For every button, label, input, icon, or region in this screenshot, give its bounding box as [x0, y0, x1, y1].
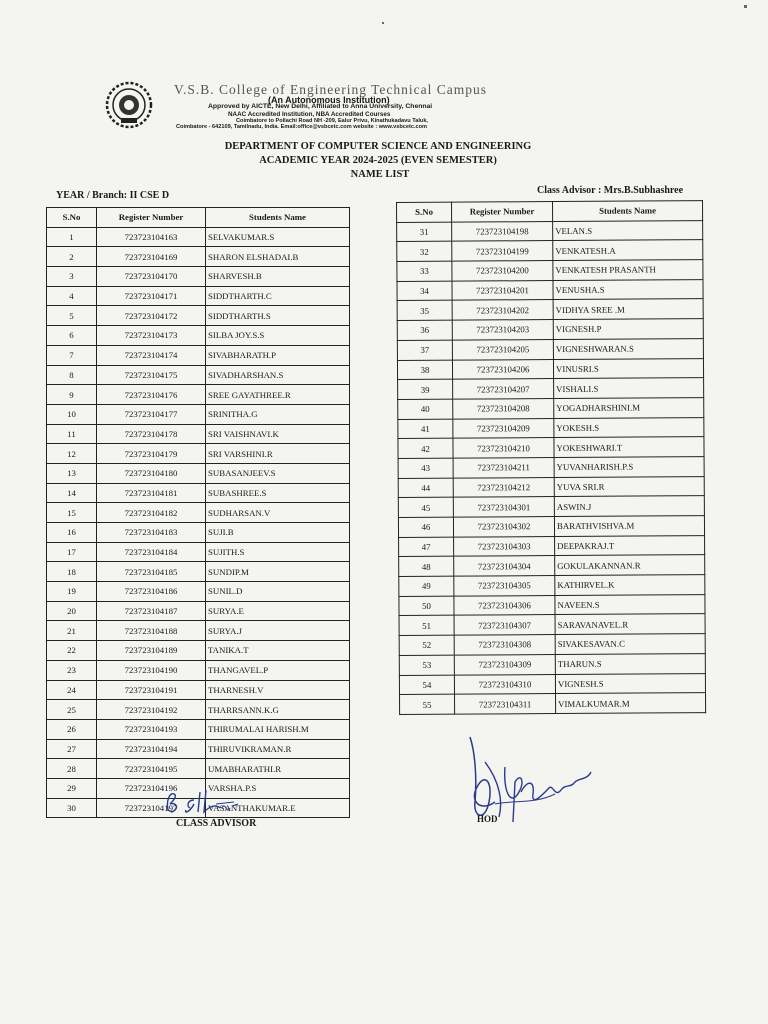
- register-number-cell: 723723104301: [453, 497, 554, 517]
- student-name-cell: THANGAVEL.P: [206, 660, 350, 680]
- table-row: [47, 562, 350, 582]
- table-row: [398, 417, 704, 439]
- table-row: [47, 523, 350, 543]
- student-name-cell: YOKESHWARI.T: [554, 437, 704, 458]
- student-name-cell: SURYA.E: [206, 601, 350, 621]
- register-number-cell: 723723104203: [452, 320, 553, 340]
- register-number-cell: 723723104178: [97, 424, 206, 444]
- sno-cell: 46: [398, 517, 453, 537]
- student-name-cell: NAVEEN.S: [555, 594, 705, 615]
- table-header-row: [397, 201, 703, 223]
- register-number-cell: 723723104186: [97, 582, 206, 602]
- sno-cell: 44: [398, 478, 453, 498]
- register-number-cell: 723723104184: [97, 542, 206, 562]
- table-row: [398, 457, 704, 479]
- register-number-cell: 723723104201: [452, 280, 553, 300]
- register-number-cell: 723723104193: [97, 719, 206, 739]
- address-line-2: Coimbatore - 642109, Tamilnadu, India. Email:office@vsbcetc.com website : www.vsbcetc.com: [176, 124, 428, 130]
- student-table-left: [46, 207, 350, 818]
- student-name-cell: UMABHARATHI.R: [206, 759, 350, 779]
- register-number-cell: 723723104209: [453, 418, 554, 438]
- student-name-cell: SUBASHREE.S: [206, 483, 350, 503]
- register-number-cell: 723723104302: [453, 517, 554, 537]
- sno-cell: 30: [47, 798, 97, 818]
- sno-cell: 43: [398, 458, 453, 478]
- speck: [744, 5, 747, 8]
- student-name-cell: THARNESH.V: [206, 680, 350, 700]
- table-row: [47, 385, 350, 405]
- sno-cell: 33: [397, 261, 452, 281]
- student-name-cell: VENKATESH PRASANTH: [553, 260, 703, 281]
- sno-cell: 35: [397, 301, 452, 321]
- sno-cell: 26: [47, 719, 97, 739]
- student-table-right: [396, 200, 706, 715]
- year-branch-label: YEAR / Branch: II CSE D: [56, 190, 170, 201]
- student-name-cell: SUNIL.D: [206, 582, 350, 602]
- register-number-cell: 723723104180: [97, 463, 206, 483]
- table-row: [398, 397, 704, 419]
- table-row: [47, 483, 350, 503]
- sno-cell: 16: [47, 523, 97, 543]
- table-row: [47, 365, 350, 385]
- student-name-cell: SIVADHARSHAN.S: [206, 365, 350, 385]
- table-row: [397, 299, 703, 321]
- student-name-cell: BARATHVISHVA.M: [554, 516, 704, 537]
- table-row: [397, 279, 703, 301]
- accreditation-line: NAAC Accredited Institution, NBA Accredited Courses: [228, 111, 391, 118]
- student-name-cell: SUJITH.S: [206, 542, 350, 562]
- sno-cell: 3: [47, 267, 97, 287]
- student-name-cell: DEEPAKRAJ.T: [555, 535, 705, 556]
- address-line-1: Coimbatore to Pollachi Road NH -209, Ealur Privu, Kinathukadavu Taluk,: [236, 118, 428, 124]
- register-number-cell: 723723104206: [452, 359, 553, 379]
- register-number-cell: 723723104195: [97, 759, 206, 779]
- class-advisor-name: Class Advisor : Mrs.B.Subhashree: [537, 185, 684, 196]
- register-number-cell: 723723104311: [455, 694, 556, 714]
- sno-cell: 36: [397, 320, 452, 340]
- sno-cell: 31: [397, 222, 452, 242]
- register-number-cell: 723723104197: [97, 798, 206, 818]
- sno-cell: 29: [47, 778, 97, 798]
- table-row: [47, 306, 350, 326]
- sno-cell: 20: [47, 601, 97, 621]
- student-name-cell: KATHIRVEL.K: [555, 575, 705, 596]
- register-number-cell: 723723104191: [97, 680, 206, 700]
- sno-cell: 47: [399, 537, 454, 557]
- sno-cell: 45: [398, 497, 453, 517]
- sno-cell: 24: [47, 680, 97, 700]
- table-row: [399, 614, 705, 636]
- table-row: [47, 719, 350, 739]
- student-name-cell: THARUN.S: [555, 653, 705, 674]
- table-row: [400, 693, 706, 715]
- autonomous-subtitle: (An Autonomous Institution): [268, 95, 390, 105]
- register-number-cell: 723723104174: [97, 345, 206, 365]
- register-number-cell: 723723104210: [453, 438, 554, 458]
- register-number-cell: 723723104208: [453, 398, 554, 418]
- student-name-cell: SUDHARSAN.V: [206, 503, 350, 523]
- student-name-cell: SHARON ELSHADAI.B: [206, 247, 350, 267]
- table-row: [47, 286, 350, 306]
- sno-cell: 42: [398, 438, 453, 458]
- register-number-cell: 723723104189: [97, 641, 206, 661]
- sno-cell: 28: [47, 759, 97, 779]
- student-name-cell: SUBASANJEEV.S: [206, 463, 350, 483]
- sno-cell: 37: [397, 340, 452, 360]
- student-name-cell: ASWIN.J: [554, 496, 704, 517]
- register-number-header: Register Number: [97, 208, 206, 228]
- sno-cell: 34: [397, 281, 452, 301]
- sno-header: S.No: [47, 208, 97, 228]
- student-name-cell: VELAN.S: [553, 220, 703, 241]
- table-row: [47, 267, 350, 287]
- sno-cell: 18: [47, 562, 97, 582]
- sno-cell: 27: [47, 739, 97, 759]
- table-row: [47, 463, 350, 483]
- sno-cell: 38: [397, 360, 452, 380]
- student-name-cell: VIDHYA SREE .M: [553, 299, 703, 320]
- table-row: [397, 220, 703, 242]
- register-number-cell: 723723104212: [453, 477, 554, 497]
- class-advisor-signature: [160, 782, 270, 822]
- sno-cell: 5: [47, 306, 97, 326]
- sno-cell: 52: [399, 635, 454, 655]
- register-number-cell: 723723104310: [454, 674, 555, 694]
- sno-cell: 2: [47, 247, 97, 267]
- table-row: [47, 759, 350, 779]
- student-name-cell: SREE GAYATHREE.R: [206, 385, 350, 405]
- register-number-cell: 723723104177: [97, 404, 206, 424]
- sno-cell: 25: [47, 700, 97, 720]
- register-number-cell: 723723104179: [97, 444, 206, 464]
- student-name-cell: SURYA.J: [206, 621, 350, 641]
- college-name: V.S.B. College of Engineering Technical Campus: [174, 82, 488, 97]
- sno-cell: 40: [398, 399, 453, 419]
- register-number-cell: 723723104309: [454, 654, 555, 674]
- student-name-cell: YOKESH.S: [554, 417, 704, 438]
- student-name-cell: VASANTHAKUMAR.E: [206, 798, 350, 818]
- student-name-cell: SRI VAISHNAVI.K: [206, 424, 350, 444]
- register-number-cell: 723723104182: [97, 503, 206, 523]
- register-number-cell: 723723104194: [97, 739, 206, 759]
- register-number-cell: 723723104199: [452, 241, 553, 261]
- register-number-cell: 723723104188: [97, 621, 206, 641]
- sno-cell: 17: [47, 542, 97, 562]
- student-name-cell: SIDDTHARTH.C: [206, 286, 350, 306]
- register-number-cell: 723723104207: [453, 379, 554, 399]
- student-name-cell: GOKULAKANNAN.R: [555, 555, 705, 576]
- table-row: [398, 496, 704, 518]
- student-name-cell: THIRUMALAI HARISH.M: [206, 719, 350, 739]
- table-row: [399, 535, 705, 557]
- sno-cell: 32: [397, 242, 452, 262]
- sno-cell: 49: [399, 576, 454, 596]
- sno-cell: 48: [399, 557, 454, 577]
- table-header-row: [47, 208, 350, 228]
- academic-year-title: ACADEMIC YEAR 2024-2025 (EVEN SEMESTER): [259, 155, 497, 166]
- student-name-cell: YOGADHARSHINI.M: [554, 397, 704, 418]
- table-row: [47, 621, 350, 641]
- sno-cell: 1: [47, 227, 97, 247]
- sno-cell: 39: [398, 379, 453, 399]
- student-name-cell: VIGNESHWARAN.S: [553, 338, 703, 359]
- register-number-cell: 723723104303: [454, 536, 555, 556]
- table-row: [47, 247, 350, 267]
- hod-label: HOD: [477, 814, 498, 824]
- sno-cell: 14: [47, 483, 97, 503]
- register-number-cell: 723723104175: [97, 365, 206, 385]
- sno-cell: 6: [47, 326, 97, 346]
- sno-cell: 15: [47, 503, 97, 523]
- table-row: [47, 542, 350, 562]
- table-row: [399, 673, 705, 695]
- table-row: [397, 319, 703, 341]
- table-row: [47, 601, 350, 621]
- register-number-cell: 723723104211: [453, 457, 554, 477]
- student-name-cell: YUVANHARISH.P.S: [554, 457, 704, 478]
- table-row: [399, 653, 705, 675]
- student-name-cell: VINUSRI.S: [553, 358, 703, 379]
- student-name-cell: VENKATESH.A: [553, 240, 703, 261]
- table-row: [47, 444, 350, 464]
- approval-line: Approved by AICTE, New Delhi, Affiliated to Anna University, Chennai: [208, 103, 433, 110]
- register-number-cell: 723723104196: [97, 778, 206, 798]
- students-name-header: Students Name: [553, 201, 703, 222]
- table-row: [47, 739, 350, 759]
- table-row: [398, 378, 704, 400]
- student-name-cell: SARAVANAVEL.R: [555, 614, 705, 635]
- register-number-cell: 723723104169: [97, 247, 206, 267]
- table-row: [398, 476, 704, 498]
- table-row: [397, 358, 703, 380]
- sno-cell: 12: [47, 444, 97, 464]
- students-name-header: Students Name: [206, 208, 350, 228]
- register-number-cell: 723723104306: [454, 595, 555, 615]
- sno-cell: 11: [47, 424, 97, 444]
- register-number-header: Register Number: [452, 202, 553, 222]
- register-number-cell: 723723104181: [97, 483, 206, 503]
- student-name-cell: TANIKA.T: [206, 641, 350, 661]
- student-name-cell: THIRUVIKRAMAN.R: [206, 739, 350, 759]
- sno-header: S.No: [397, 202, 452, 222]
- student-name-cell: SRI VARSHINI.R: [206, 444, 350, 464]
- sno-cell: 54: [399, 675, 454, 695]
- student-name-cell: SIDDTHARTH.S: [206, 306, 350, 326]
- sno-cell: 41: [398, 419, 453, 439]
- table-row: [399, 594, 705, 616]
- register-number-cell: 723723104185: [97, 562, 206, 582]
- register-number-cell: 723723104205: [452, 339, 553, 359]
- sno-cell: 7: [47, 345, 97, 365]
- student-name-cell: SUJI.B: [206, 523, 350, 543]
- sno-cell: 23: [47, 660, 97, 680]
- table-row: [47, 404, 350, 424]
- student-name-cell: SELVAKUMAR.S: [206, 227, 350, 247]
- sno-cell: 51: [399, 616, 454, 636]
- sno-cell: 19: [47, 582, 97, 602]
- student-name-cell: SRINITHA.G: [206, 404, 350, 424]
- register-number-cell: 723723104163: [97, 227, 206, 247]
- class-advisor-label: CLASS ADVISOR: [176, 818, 257, 829]
- register-number-cell: 723723104176: [97, 385, 206, 405]
- table-row: [47, 641, 350, 661]
- table-row: [398, 516, 704, 538]
- name-list-title: NAME LIST: [350, 169, 410, 180]
- student-name-cell: YUVA SRI.R: [554, 476, 704, 497]
- student-name-cell: SUNDIP.M: [206, 562, 350, 582]
- register-number-cell: 723723104170: [97, 267, 206, 287]
- table-row: [47, 582, 350, 602]
- student-name-cell: SILBA JOY.S.S: [206, 326, 350, 346]
- register-number-cell: 723723104171: [97, 286, 206, 306]
- sno-cell: 4: [47, 286, 97, 306]
- table-row: [47, 503, 350, 523]
- sno-cell: 10: [47, 404, 97, 424]
- student-name-cell: VISHALI.S: [554, 378, 704, 399]
- register-number-cell: 723723104308: [454, 635, 555, 655]
- speck: [382, 22, 384, 24]
- table-row: [47, 660, 350, 680]
- register-number-cell: 723723104202: [452, 300, 553, 320]
- table-row: [399, 555, 705, 577]
- table-row: [47, 680, 350, 700]
- table-row: [397, 338, 703, 360]
- sno-cell: 9: [47, 385, 97, 405]
- sno-cell: 8: [47, 365, 97, 385]
- register-number-cell: 723723104172: [97, 306, 206, 326]
- table-row: [47, 227, 350, 247]
- college-logo-icon: [104, 80, 154, 130]
- table-row: [399, 575, 705, 597]
- table-row: [47, 326, 350, 346]
- student-name-cell: VIMALKUMAR.M: [556, 693, 706, 714]
- table-row: [47, 345, 350, 365]
- table-row: [47, 424, 350, 444]
- table-row: [397, 260, 703, 282]
- sno-cell: 53: [399, 655, 454, 675]
- register-number-cell: 723723104307: [454, 615, 555, 635]
- department-title: DEPARTMENT OF COMPUTER SCIENCE AND ENGINEERING: [224, 141, 532, 152]
- sno-cell: 21: [47, 621, 97, 641]
- register-number-cell: 723723104305: [454, 576, 555, 596]
- register-number-cell: 723723104187: [97, 601, 206, 621]
- student-name-cell: VARSHA.P.S: [206, 778, 350, 798]
- student-name-cell: SIVABHARATH.P: [206, 345, 350, 365]
- sno-cell: 22: [47, 641, 97, 661]
- student-name-cell: VENUSHA.S: [553, 279, 703, 300]
- sno-cell: 13: [47, 463, 97, 483]
- register-number-cell: 723723104183: [97, 523, 206, 543]
- register-number-cell: 723723104192: [97, 700, 206, 720]
- student-name-cell: SIVAKESAVAN.C: [555, 634, 705, 655]
- register-number-cell: 723723104198: [452, 221, 553, 241]
- sno-cell: 50: [399, 596, 454, 616]
- table-row: [398, 437, 704, 459]
- table-row: [399, 634, 705, 656]
- register-number-cell: 723723104200: [452, 261, 553, 281]
- register-number-cell: 723723104173: [97, 326, 206, 346]
- student-name-cell: THARRSANN.K.G: [206, 700, 350, 720]
- register-number-cell: 723723104304: [454, 556, 555, 576]
- sno-cell: 55: [400, 694, 455, 714]
- student-name-cell: SHARVESH.B: [206, 267, 350, 287]
- table-row: [397, 240, 703, 262]
- student-name-cell: VIGNESH.P: [553, 319, 703, 340]
- register-number-cell: 723723104190: [97, 660, 206, 680]
- table-row: [47, 700, 350, 720]
- student-name-cell: VIGNESH.S: [555, 673, 705, 694]
